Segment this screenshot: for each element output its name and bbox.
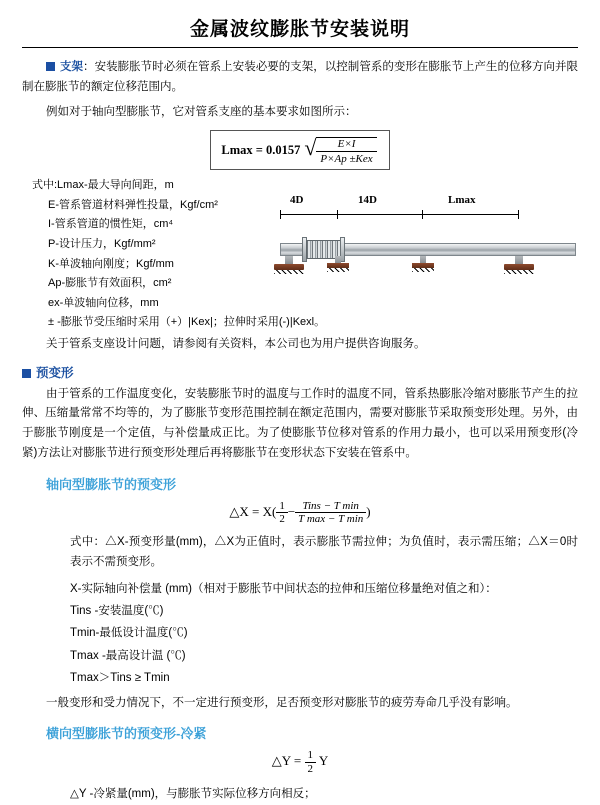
- lateral-predeform-equation-block: [22, 749, 578, 775]
- blue-square-bullet-icon: [22, 369, 31, 378]
- pipe-assembly-illustration: [272, 223, 578, 283]
- blue-square-bullet-icon: [46, 62, 55, 71]
- guide-support-1: [327, 256, 349, 271]
- dimension-label-14d: 14D: [358, 194, 377, 207]
- dimension-tick: [518, 210, 519, 219]
- document-page: [0, 14, 600, 800]
- lmax-formula-lhs: Lmax = 0.0157: [221, 143, 301, 158]
- diagram-dimension-labels: [272, 194, 578, 210]
- legend-item: P-设计压力，Kgf/mm²: [48, 238, 156, 251]
- axial-predeform-equation: [229, 500, 370, 526]
- fraction-numerator: Tins − T min: [295, 500, 366, 514]
- equation-rhs: ): [366, 503, 371, 519]
- diagram-dimension-lines: [272, 210, 578, 220]
- title-divider: [22, 47, 578, 48]
- legend-item: K-单波轴向刚度；Kgf/mm: [48, 257, 174, 270]
- support-section-paragraph-3: 关于管系支座设计问题，请参阅有关资料，本公司也为用户提供咨询服务。: [46, 337, 426, 350]
- predeform-paragraph-1: 由于管系的工作温度变化，安装膨胀节时的温度与工作时的温度不同，管系热膨胀冷缩对膨胀节产生的拉伸、压缩量常常不均等的，为了膨胀节变形范围控制在额定范围内，需要对膨胀节采取预变形处理。另外，由于膨胀节刚度是一个定值，与补偿量成正比。为了使膨胀节位移对管系的作用力最小，也可以采用预变形(冷紧)方法让对膨胀节进行预变形处理后再将膨胀节在变形状态下安装在管系中。: [22, 387, 578, 459]
- fraction-numerator: 1: [305, 749, 317, 763]
- lateral-predeform-equation: [272, 749, 328, 775]
- axial-predeform-line-2: X-实际轴向补偿量 (mm)（相对于膨胀节中间状态的拉伸和压缩位移量绝对值之和）：: [70, 582, 497, 595]
- axial-predeform-equation-block: [22, 500, 578, 526]
- predeform-section-heading: [22, 363, 578, 381]
- equation-lhs: △X = X(: [229, 503, 277, 519]
- equation-fraction-half: [305, 749, 317, 775]
- axial-predeform-line-3: Tins -安装温度(℃): [70, 604, 164, 617]
- equation-lhs: △Y =: [271, 753, 302, 769]
- lateral-predeform-line-1: △Y -冷紧量(mm)，与膨胀节实际位移方向相反；: [70, 787, 316, 800]
- main-anchor-left: [274, 256, 304, 273]
- dimension-segment-4d: [280, 214, 337, 215]
- fraction-denominator: 2: [307, 763, 314, 776]
- fraction-denominator: T max − T min: [298, 513, 364, 526]
- lmax-formula-numerator: √ E×I: [316, 138, 376, 152]
- support-section-heading: 支架: [60, 61, 84, 73]
- anchor-ground-hatch: [504, 270, 534, 274]
- axial-predeform-line-1: 式中：△X-预变形量(mm)，△X为正值时，表示膨胀节需拉伸；为负值时，表示需压缩；△X＝0时表示不需预变形。: [70, 536, 578, 568]
- dimension-label-4d: 4D: [290, 194, 304, 207]
- equation-fraction-half: [276, 500, 288, 526]
- equation-rhs: Y: [318, 753, 329, 769]
- equation-fraction-temperature: [295, 500, 366, 526]
- support-section-text-1: 安装膨胀节时必须在管系上安装必要的支架，以控制管系的变形在膨胀节上产生的位移方向并限制在膨胀节的额定位移范围内。: [22, 61, 579, 93]
- equation-minus-sign: −: [287, 503, 296, 519]
- legend-item: Ap-膨胀节有效面积，cm²: [48, 277, 172, 290]
- dimension-label-lmax: Lmax: [448, 194, 476, 207]
- dimension-segment-lmax: [422, 214, 518, 215]
- legend-and-figure-row: [22, 176, 578, 333]
- main-anchor-right: [504, 256, 534, 273]
- support-ground-hatch: [327, 268, 349, 272]
- axial-predeform-line-6: Tmax＞Tins ≥ Tmin: [70, 672, 170, 685]
- legend-item: E-管系管道材料弹性投量，Kgf/cm²: [48, 198, 218, 211]
- anchor-ground-hatch: [274, 270, 304, 274]
- support-section-paragraph-1: 支架：安装膨胀节时必须在管系上安装必要的支架，以控制管系的变形在膨胀节上产生的位移方向并限制在膨胀节的额定位移范围内。: [22, 61, 579, 93]
- lmax-formula: [210, 130, 389, 170]
- legend-item: I-管系管道的惯性矩，cm⁴: [48, 218, 174, 231]
- legend-item: ex-单波轴向位移，mm: [48, 296, 159, 309]
- dimension-segment-14d: [337, 214, 422, 215]
- page-title: 金属波纹膨胀节安装说明: [189, 19, 410, 40]
- fraction-numerator: 1: [276, 500, 288, 514]
- guide-support-2: [412, 256, 434, 271]
- axial-predeform-line-5: Tmax -最高设计温 (℃): [70, 649, 186, 662]
- sqrt-symbol-icon: [304, 136, 376, 165]
- axial-predeform-subheading: 轴向型膨胀节的预变形: [46, 476, 177, 492]
- fraction-denominator: 2: [279, 513, 285, 526]
- document-body: [0, 58, 600, 805]
- legend-item: 式中:Lmax-最大导向间距，m: [32, 179, 174, 192]
- legend-item: ± -膨胀节受压缩时采用（+）|Kex|；拉伸时采用(-)|Kexl。: [48, 316, 326, 329]
- lateral-predeform-subheading: 横向型膨胀节的预变形-冷紧: [46, 726, 207, 742]
- support-ground-hatch: [412, 268, 434, 272]
- lmax-formula-fraction: [316, 137, 376, 165]
- axial-predeform-note: 一般变形和受力情况下，不一定进行预变形，足否预变形对膨胀节的疲劳寿命几乎没有影响。: [46, 696, 518, 709]
- axial-predeform-line-4: Tmin-最低设计温度(℃): [70, 627, 188, 640]
- support-section-paragraph-2: 例如对于轴向型膨胀节，它对管系支座的基本要求如图所示：: [46, 105, 357, 118]
- lmax-formula-block: [22, 130, 578, 170]
- lmax-formula-denominator: P×Ap ±Kex: [320, 153, 373, 166]
- piping-support-diagram: [272, 194, 578, 304]
- predeform-heading-label: 预变形: [36, 365, 74, 380]
